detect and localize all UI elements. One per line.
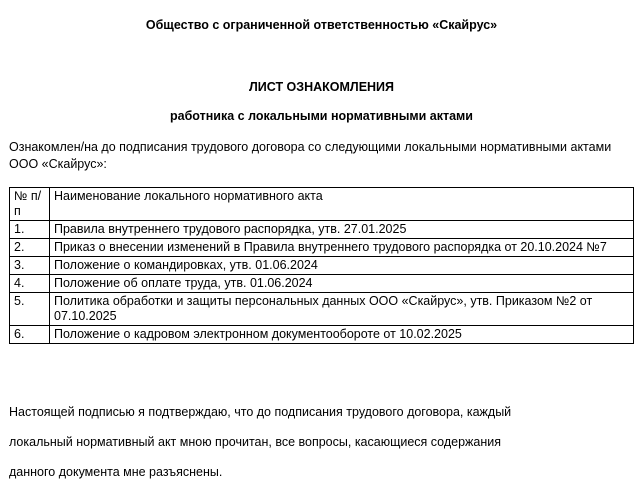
confirmation-line-2: локальный нормативный акт мною прочитан, все вопросы, касающиеся содержания [9, 435, 502, 449]
row-num-cell: 5. [10, 293, 50, 326]
row-num-cell: 1. [10, 221, 50, 239]
header-name-cell: Наименование локального нормативного акта [50, 188, 634, 221]
acts-table [9, 187, 634, 344]
row-num-cell: 2. [10, 239, 50, 257]
header-num-cell: № п/п [10, 188, 50, 221]
document-subtitle: работника с локальными нормативными актами [170, 109, 473, 123]
row-num-cell: 6. [10, 326, 50, 344]
row-name-cell: Правила внутреннего трудового распорядка, утв. 27.01.2025 [50, 221, 634, 239]
company-name: Общество с ограниченной ответственностью «Скайрус» [145, 18, 498, 32]
table-row [10, 275, 634, 293]
row-name-cell: Положение об оплате труда, утв. 01.06.2024 [50, 275, 634, 293]
table-row [10, 326, 634, 344]
row-name-cell: Положение о командировках, утв. 01.06.2024 [50, 257, 634, 275]
intro-paragraph: Ознакомлен/на до подписания трудового договора со следующими локальными нормативными актами ООО «Скайрус»: [9, 140, 612, 171]
row-num-cell: 4. [10, 275, 50, 293]
table-row [10, 293, 634, 326]
table-row [10, 221, 634, 239]
confirmation-line-3: данного документа мне разъяснены. [9, 465, 223, 479]
row-name-cell: Приказ о внесении изменений в Правила внутреннего трудового распорядка от 20.10.2024 №7 [50, 239, 634, 257]
row-name-cell: Политика обработки и защиты персональных данных ООО «Скайрус», утв. Приказом №2 от 07.10.2025 [50, 293, 634, 326]
document-title: ЛИСТ ОЗНАКОМЛЕНИЯ [248, 80, 395, 94]
confirmation-line-1: Настоящей подписью я подтверждаю, что до подписания трудового договора, каждый [9, 405, 512, 419]
row-name-cell: Положение о кадровом электронном документообороте от 10.02.2025 [50, 326, 634, 344]
table-header-row [10, 188, 634, 221]
table-row [10, 239, 634, 257]
row-num-cell: 3. [10, 257, 50, 275]
table-row [10, 257, 634, 275]
